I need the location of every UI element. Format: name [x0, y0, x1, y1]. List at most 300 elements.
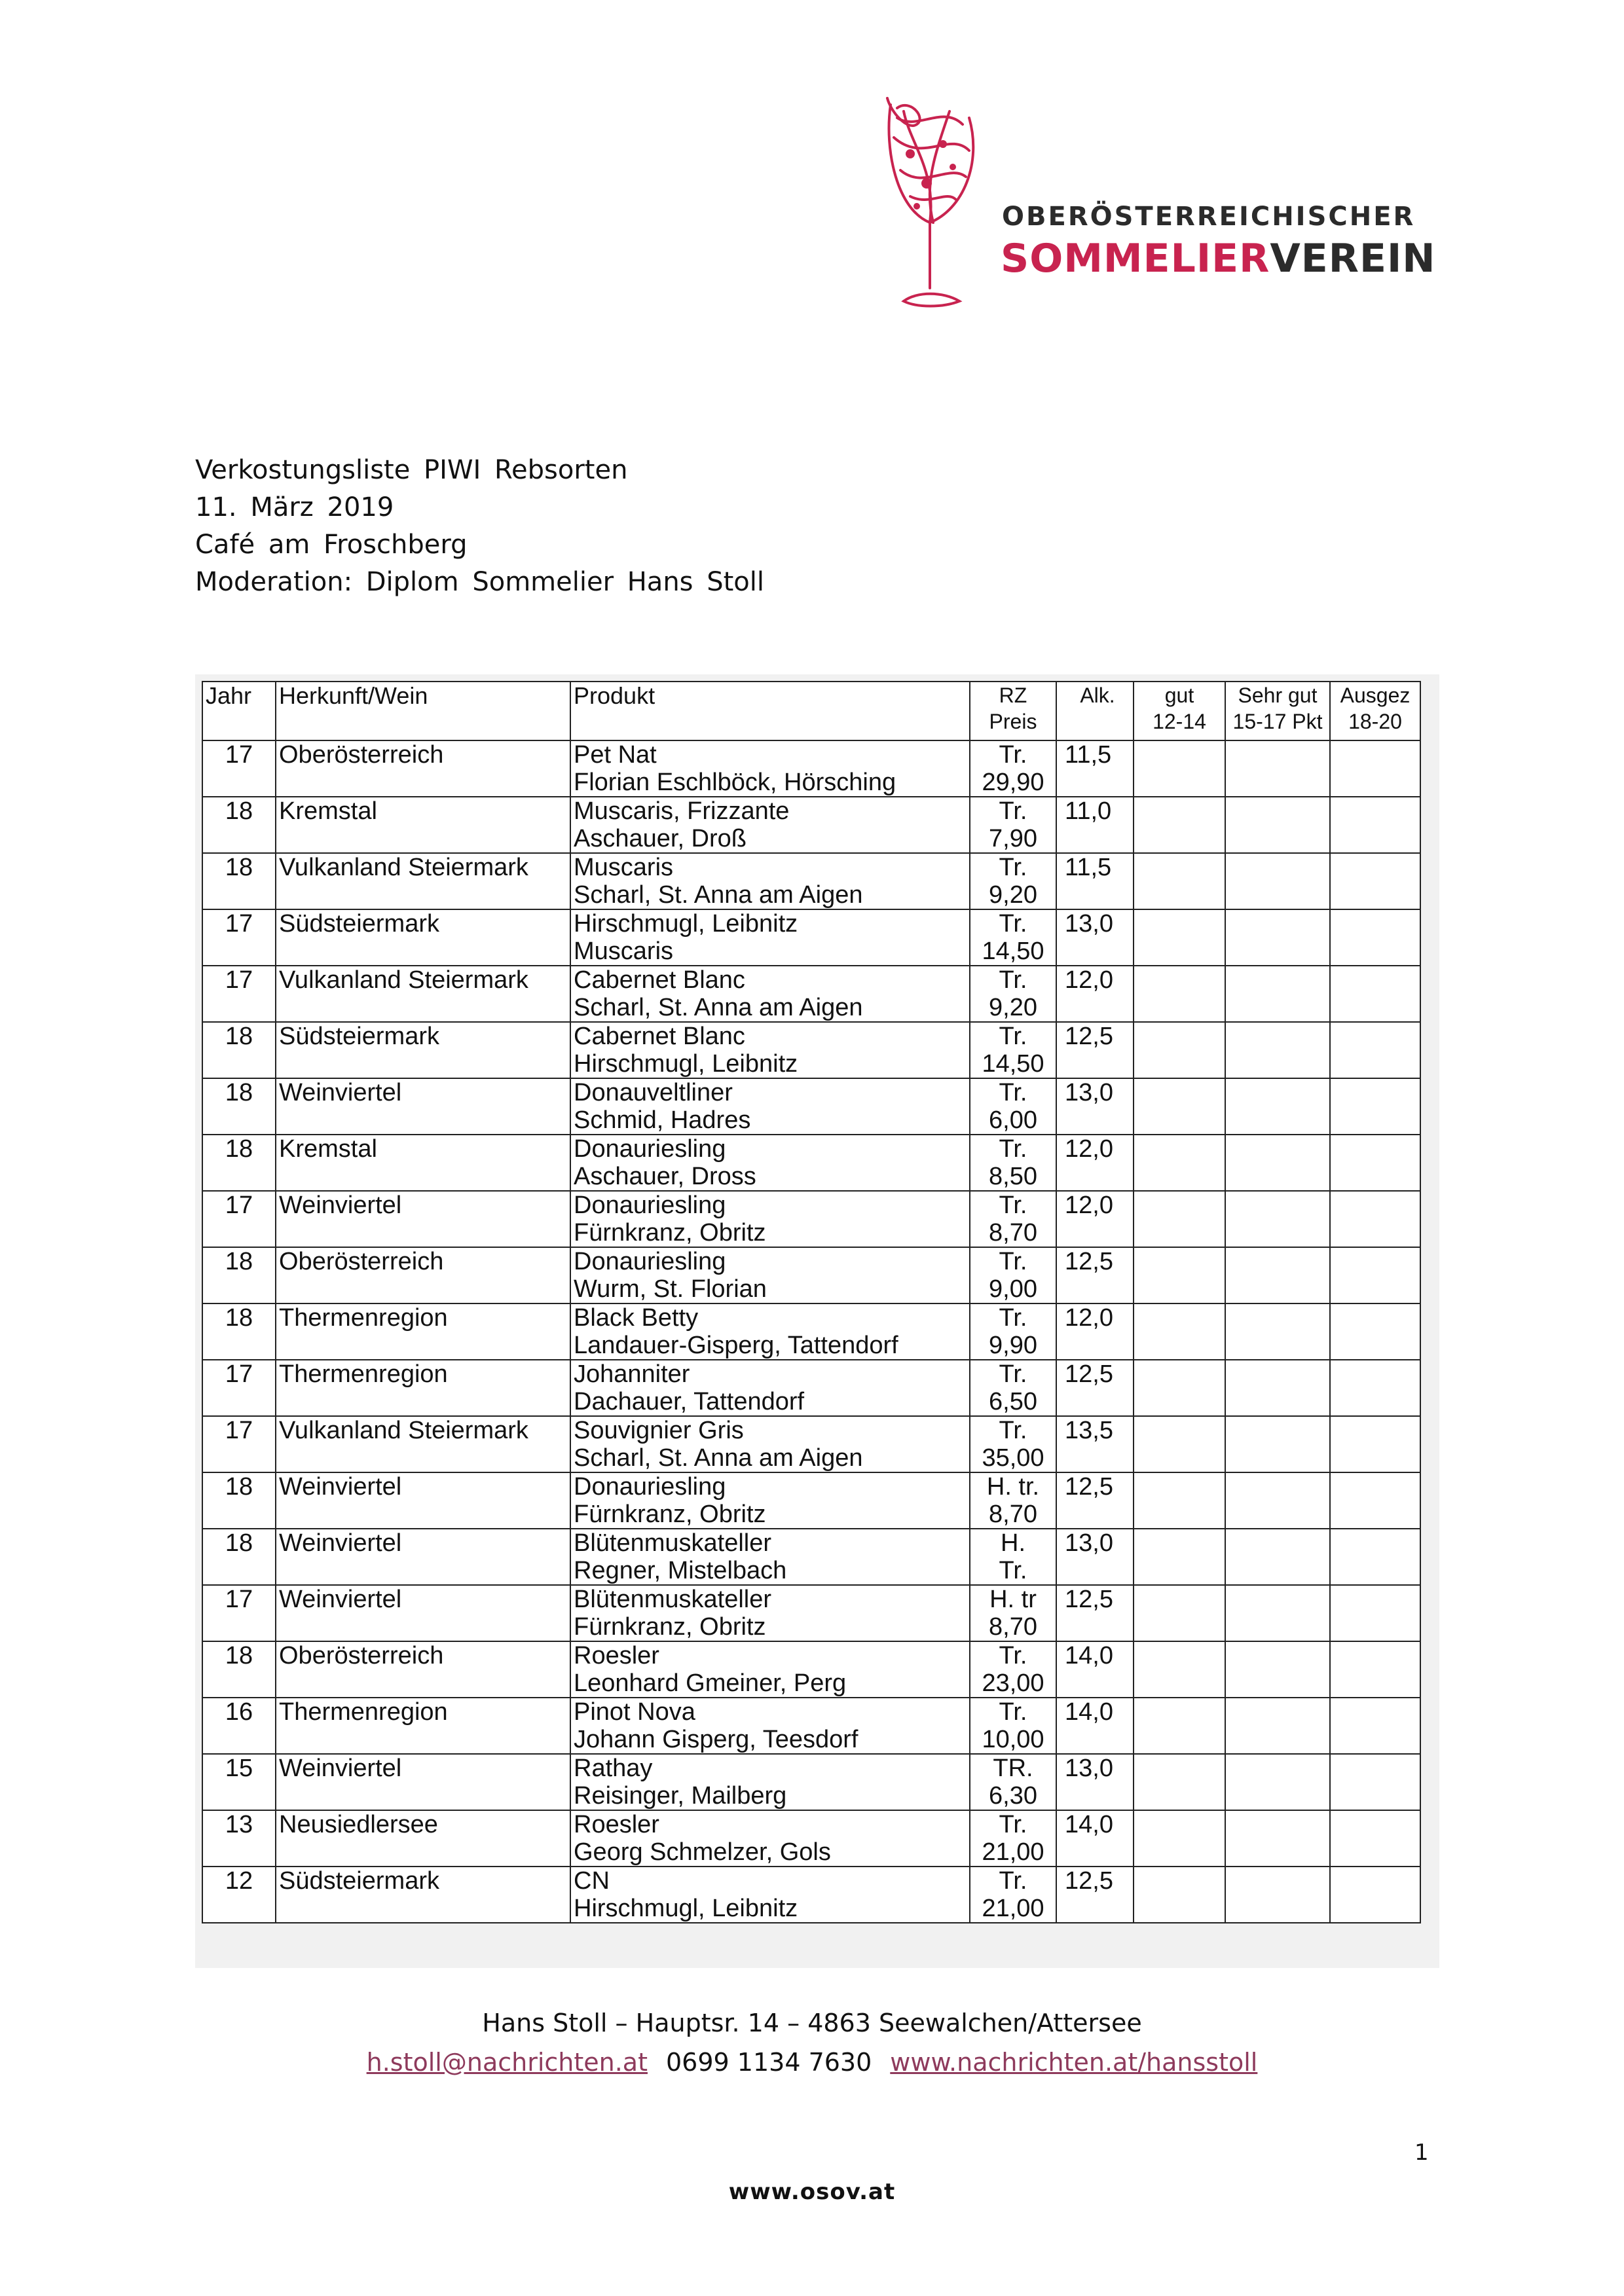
cell-preis: 7,90: [989, 825, 1037, 852]
cell-herkunft: Kremstal: [279, 797, 377, 825]
cell-sehr-gut[interactable]: [1225, 1754, 1330, 1810]
cell-ausgez[interactable]: [1330, 1247, 1420, 1303]
cell-wein: Rathay: [574, 1755, 653, 1782]
cell-rz-preis: [970, 1078, 1056, 1135]
cell-ausgez[interactable]: [1330, 1754, 1420, 1810]
phone-number: 0699 1134 7630: [666, 2048, 872, 2077]
cell-jahr: 17: [225, 1586, 253, 1613]
table-row: [202, 1754, 1420, 1810]
cell-gut[interactable]: [1134, 1078, 1225, 1135]
cell-preis: 10,00: [982, 1726, 1044, 1753]
cell-produkt: [570, 1247, 970, 1303]
cell-ausgez[interactable]: [1330, 1585, 1420, 1641]
cell-herkunft: Thermenregion: [279, 1698, 448, 1726]
cell-produkt: [570, 853, 970, 909]
table-row: [202, 1472, 1420, 1529]
cell-jahr: [202, 909, 276, 966]
cell-sehr-gut[interactable]: [1225, 1529, 1330, 1585]
cell-alk: [1056, 1529, 1134, 1585]
cell-jahr: [202, 1022, 276, 1078]
cell-wein: Donauriesling: [574, 1473, 726, 1501]
cell-alk: 14,0: [1065, 1698, 1113, 1726]
cell-gut[interactable]: [1134, 853, 1225, 909]
cell-herkunft: [276, 740, 570, 797]
cell-herkunft: [276, 1360, 570, 1416]
header-jahr: Jahr: [202, 682, 276, 740]
cell-alk: 12,0: [1065, 1192, 1113, 1219]
cell-sehr-gut[interactable]: [1225, 1022, 1330, 1078]
cell-produkt: [570, 1867, 970, 1923]
header-preis: Preis: [989, 710, 1037, 733]
cell-herkunft: Weinviertel: [279, 1586, 402, 1613]
cell-rz-preis: [970, 1585, 1056, 1641]
header-sehr-gut-label: Sehr gut: [1238, 683, 1318, 707]
cell-sehr-gut[interactable]: [1225, 966, 1330, 1022]
document-moderation: Moderation: Diplom Sommelier Hans Stoll: [195, 567, 764, 597]
cell-rz: Tr.: [999, 1248, 1027, 1275]
cell-rz: Tr.: [999, 1642, 1027, 1669]
cell-rz: Tr.: [999, 797, 1027, 825]
cell-jahr: [202, 797, 276, 853]
cell-sehr-gut[interactable]: [1225, 1867, 1330, 1923]
cell-ausgez[interactable]: [1330, 1360, 1420, 1416]
cell-ausgez[interactable]: [1330, 1810, 1420, 1867]
cell-sehr-gut[interactable]: [1225, 1585, 1330, 1641]
footer-contact-line: [0, 2043, 1624, 2082]
cell-rz-preis: [970, 1360, 1056, 1416]
cell-produkt: [570, 909, 970, 966]
cell-jahr: [202, 853, 276, 909]
cell-sehr-gut[interactable]: [1225, 1472, 1330, 1529]
cell-jahr: 18: [225, 1642, 253, 1669]
cell-rz-preis: [970, 1529, 1056, 1585]
cell-produzent: Fürnkranz, Obritz: [574, 1501, 766, 1528]
cell-produkt: [570, 1303, 970, 1360]
cell-jahr: 13: [225, 1811, 253, 1838]
cell-rz: Tr.: [999, 966, 1027, 994]
cell-sehr-gut[interactable]: [1225, 1247, 1330, 1303]
cell-wein: Black Betty: [574, 1304, 699, 1332]
cell-sehr-gut[interactable]: [1225, 740, 1330, 797]
cell-preis: 6,30: [989, 1782, 1037, 1810]
cell-rz-preis: [970, 1810, 1056, 1867]
cell-produkt: [570, 1529, 970, 1585]
header-ausgez: [1330, 682, 1420, 740]
cell-jahr: 17: [225, 741, 253, 769]
cell-jahr: [202, 1698, 276, 1754]
cell-rz: Tr.: [999, 1304, 1027, 1332]
cell-alk: [1056, 1360, 1134, 1416]
cell-wein: Donauriesling: [574, 1248, 726, 1275]
cell-ausgez[interactable]: [1330, 1867, 1420, 1923]
logo-text-line1: OBERÖSTERREICHISCHER: [1002, 202, 1416, 232]
cell-gut[interactable]: [1134, 1472, 1225, 1529]
table-row: [202, 1022, 1420, 1078]
cell-herkunft: Thermenregion: [279, 1360, 448, 1388]
cell-herkunft: Oberösterreich: [279, 1248, 444, 1275]
cell-gut[interactable]: [1134, 909, 1225, 966]
document-title: Verkostungsliste PIWI Rebsorten: [195, 455, 628, 485]
cell-produzent: Dachauer, Tattendorf: [574, 1388, 805, 1415]
cell-jahr: [202, 1135, 276, 1191]
cell-ausgez[interactable]: [1330, 853, 1420, 909]
cell-produzent: Hirschmugl, Leibnitz: [574, 1050, 798, 1078]
cell-herkunft: [276, 1135, 570, 1191]
cell-alk: 13,0: [1065, 1529, 1113, 1557]
cell-produkt: [570, 1698, 970, 1754]
table-row: [202, 740, 1420, 797]
cell-gut[interactable]: [1134, 1191, 1225, 1247]
cell-ausgez[interactable]: [1330, 1135, 1420, 1191]
cell-rz: TR.: [993, 1755, 1033, 1782]
cell-jahr: [202, 966, 276, 1022]
cell-herkunft: Weinviertel: [279, 1473, 402, 1501]
cell-rz: Tr.: [999, 1417, 1027, 1444]
cell-produkt: [570, 1472, 970, 1529]
cell-alk: 12,5: [1065, 1248, 1113, 1275]
website-link[interactable]: www.nachrichten.at/hansstoll: [890, 2048, 1258, 2077]
cell-produzent: Florian Eschlböck, Hörsching: [574, 769, 896, 796]
table-row: [202, 797, 1420, 853]
cell-ausgez[interactable]: [1330, 797, 1420, 853]
cell-alk: [1056, 909, 1134, 966]
cell-ausgez[interactable]: [1330, 909, 1420, 966]
cell-jahr: 18: [225, 1248, 253, 1275]
cell-sehr-gut[interactable]: [1225, 1641, 1330, 1698]
cell-produzent: Regner, Mistelbach: [574, 1557, 787, 1584]
cell-alk: [1056, 1135, 1134, 1191]
cell-rz: Tr.: [999, 854, 1027, 881]
cell-gut[interactable]: [1134, 1360, 1225, 1416]
cell-wein: Cabernet Blanc: [574, 966, 745, 994]
cell-jahr: 15: [225, 1755, 253, 1782]
logo-text-line2: [1001, 236, 1436, 282]
cell-preis: 23,00: [982, 1669, 1044, 1697]
cell-gut[interactable]: [1134, 1867, 1225, 1923]
cell-jahr: [202, 1810, 276, 1867]
cell-herkunft: [276, 1078, 570, 1135]
cell-ausgez[interactable]: [1330, 1078, 1420, 1135]
table-row: [202, 1416, 1420, 1472]
cell-alk: 14,0: [1065, 1642, 1113, 1669]
cell-rz-preis: [970, 1022, 1056, 1078]
cell-produkt: [570, 1022, 970, 1078]
cell-rz-preis: [970, 1472, 1056, 1529]
cell-produzent: Hirschmugl, Leibnitz: [574, 1895, 798, 1922]
cell-jahr: 18: [225, 1135, 253, 1163]
cell-alk: 12,5: [1065, 1023, 1113, 1050]
cell-gut[interactable]: [1134, 1529, 1225, 1585]
cell-wein: Souvignier Gris: [574, 1417, 744, 1444]
cell-preis: 21,00: [982, 1895, 1044, 1922]
wine-glass-icon: [871, 92, 989, 314]
header-ausgez-label: Ausgez: [1340, 683, 1411, 707]
cell-rz: Tr.: [999, 1079, 1027, 1106]
cell-rz: Tr.: [999, 1698, 1027, 1726]
cell-sehr-gut[interactable]: [1225, 1078, 1330, 1135]
cell-herkunft: [276, 1529, 570, 1585]
cell-herkunft: Weinviertel: [279, 1079, 402, 1106]
cell-produkt: [570, 1078, 970, 1135]
table-header-row: [202, 682, 1420, 740]
cell-wein: Donauveltliner: [574, 1079, 733, 1106]
cell-jahr: 18: [225, 1473, 253, 1501]
cell-herkunft: [276, 966, 570, 1022]
cell-alk: [1056, 1022, 1134, 1078]
cell-sehr-gut[interactable]: [1225, 1698, 1330, 1754]
cell-wein: Cabernet Blanc: [574, 1023, 745, 1050]
cell-wein: Muscaris: [574, 854, 674, 881]
cell-jahr: 18: [225, 854, 253, 881]
cell-preis: 6,50: [989, 1388, 1037, 1415]
document-venue: Café am Froschberg: [195, 530, 468, 560]
cell-herkunft: Weinviertel: [279, 1529, 402, 1557]
cell-produkt: [570, 740, 970, 797]
header-ausgez-range: 18-20: [1348, 710, 1402, 733]
cell-ausgez[interactable]: [1330, 1641, 1420, 1698]
cell-preis: 8,70: [989, 1219, 1037, 1247]
cell-sehr-gut[interactable]: [1225, 1810, 1330, 1867]
cell-rz: Tr.: [999, 1360, 1027, 1388]
table-row: [202, 966, 1420, 1022]
cell-produkt: [570, 966, 970, 1022]
cell-herkunft: Vulkanland Steiermark: [279, 854, 528, 881]
table-row: [202, 1191, 1420, 1247]
cell-alk: [1056, 1416, 1134, 1472]
cell-alk: 12,0: [1065, 1304, 1113, 1332]
cell-alk: 12,0: [1065, 966, 1113, 994]
cell-rz-preis: [970, 853, 1056, 909]
cell-alk: 11,0: [1065, 797, 1112, 825]
cell-rz-preis: [970, 1416, 1056, 1472]
cell-herkunft: Weinviertel: [279, 1192, 402, 1219]
cell-produzent: Scharl, St. Anna am Aigen: [574, 881, 863, 909]
cell-alk: [1056, 1698, 1134, 1754]
cell-produzent: Aschauer, Dross: [574, 1163, 756, 1190]
header-sehr-gut: [1225, 682, 1330, 740]
cell-produzent: Landauer-Gisperg, Tattendorf: [574, 1332, 898, 1359]
cell-produzent: Reisinger, Mailberg: [574, 1782, 787, 1810]
cell-jahr: [202, 1416, 276, 1472]
cell-ausgez[interactable]: [1330, 1022, 1420, 1078]
cell-alk: [1056, 797, 1134, 853]
cell-herkunft: [276, 1303, 570, 1360]
header-gut-label: gut: [1164, 683, 1194, 707]
cell-gut[interactable]: [1134, 740, 1225, 797]
cell-ausgez[interactable]: [1330, 966, 1420, 1022]
cell-preis: Tr.: [999, 1557, 1027, 1584]
cell-rz: Tr.: [999, 1135, 1027, 1163]
cell-herkunft: Kremstal: [279, 1135, 377, 1163]
header-gut-range: 12-14: [1153, 710, 1206, 733]
cell-alk: 13,5: [1065, 1417, 1113, 1444]
document-heading: [195, 452, 764, 601]
cell-produkt: [570, 1191, 970, 1247]
cell-sehr-gut[interactable]: [1225, 853, 1330, 909]
cell-jahr: 18: [225, 1529, 253, 1557]
table-body: [202, 740, 1420, 1923]
cell-jahr: 18: [225, 1023, 253, 1050]
table-row: [202, 1247, 1420, 1303]
table-row: [202, 909, 1420, 966]
cell-sehr-gut[interactable]: [1225, 1191, 1330, 1247]
cell-wein: CN: [574, 1867, 610, 1895]
cell-herkunft: [276, 853, 570, 909]
cell-ausgez[interactable]: [1330, 1529, 1420, 1585]
cell-preis: 29,90: [982, 769, 1044, 796]
cell-ausgez[interactable]: [1330, 1472, 1420, 1529]
cell-gut[interactable]: [1134, 1810, 1225, 1867]
cell-herkunft: Oberösterreich: [279, 1642, 444, 1669]
header-alk: Alk.: [1056, 682, 1134, 740]
cell-herkunft: [276, 1585, 570, 1641]
cell-jahr: [202, 1247, 276, 1303]
cell-rz: Tr.: [999, 1811, 1027, 1838]
cell-rz-preis: [970, 1867, 1056, 1923]
cell-herkunft: Weinviertel: [279, 1755, 402, 1782]
cell-jahr: 18: [225, 1304, 253, 1332]
cell-jahr: [202, 1191, 276, 1247]
cell-rz: H.: [1001, 1529, 1025, 1557]
email-link[interactable]: h.stoll@nachrichten.at: [366, 2048, 648, 2077]
table-row: [202, 1585, 1420, 1641]
cell-alk: 13,0: [1065, 910, 1113, 938]
cell-ausgez[interactable]: [1330, 1303, 1420, 1360]
cell-produzent: Leonhard Gmeiner, Perg: [574, 1669, 847, 1697]
cell-herkunft: [276, 1191, 570, 1247]
cell-herkunft: Südsteiermark: [279, 1867, 439, 1895]
cell-produkt: [570, 1641, 970, 1698]
cell-produzent: Wurm, St. Florian: [574, 1275, 767, 1303]
cell-gut[interactable]: [1134, 1585, 1225, 1641]
header-produkt: Produkt: [570, 682, 970, 740]
cell-gut[interactable]: [1134, 1416, 1225, 1472]
cell-herkunft: [276, 1641, 570, 1698]
cell-alk: 12,5: [1065, 1360, 1113, 1388]
sommelierverein-logo: [871, 92, 1460, 327]
cell-rz: H. tr: [989, 1586, 1037, 1613]
cell-wein: Blütenmuskateller: [574, 1586, 772, 1613]
cell-gut[interactable]: [1134, 797, 1225, 853]
cell-rz: Tr.: [999, 741, 1027, 769]
table-row: [202, 1529, 1420, 1585]
cell-sehr-gut[interactable]: [1225, 797, 1330, 853]
cell-jahr: [202, 1360, 276, 1416]
header-sehr-gut-range: 15-17 Pkt: [1232, 710, 1323, 733]
cell-sehr-gut[interactable]: [1225, 1303, 1330, 1360]
cell-rz-preis: [970, 1303, 1056, 1360]
cell-rz-preis: [970, 1135, 1056, 1191]
cell-gut[interactable]: [1134, 1303, 1225, 1360]
table-row: [202, 1698, 1420, 1754]
cell-sehr-gut[interactable]: [1225, 909, 1330, 966]
cell-herkunft: Oberösterreich: [279, 741, 444, 769]
cell-ausgez[interactable]: [1330, 1191, 1420, 1247]
footer-address: Hans Stoll – Hauptsr. 14 – 4863 Seewalchen/Attersee: [482, 2009, 1142, 2037]
cell-alk: [1056, 1078, 1134, 1135]
cell-alk: [1056, 1191, 1134, 1247]
logo-text-verein: VEREIN: [1270, 236, 1436, 282]
cell-rz: Tr.: [999, 1867, 1027, 1895]
cell-rz-preis: [970, 966, 1056, 1022]
cell-jahr: 17: [225, 1417, 253, 1444]
cell-alk: [1056, 1247, 1134, 1303]
cell-jahr: [202, 1754, 276, 1810]
cell-ausgez[interactable]: [1330, 1698, 1420, 1754]
cell-gut[interactable]: [1134, 1698, 1225, 1754]
cell-jahr: [202, 1472, 276, 1529]
cell-preis: 9,00: [989, 1275, 1037, 1303]
cell-rz-preis: [970, 797, 1056, 853]
tasting-table: [202, 681, 1421, 1923]
cell-rz-preis: [970, 1641, 1056, 1698]
cell-rz-preis: [970, 1754, 1056, 1810]
cell-alk: 11,5: [1065, 741, 1112, 769]
logo-text-sommelier: SOMMELIER: [1001, 236, 1270, 282]
cell-preis: 9,20: [989, 994, 1037, 1021]
cell-gut[interactable]: [1134, 966, 1225, 1022]
table-row: [202, 853, 1420, 909]
cell-produzent: Scharl, St. Anna am Aigen: [574, 994, 863, 1021]
cell-preis: 14,50: [982, 938, 1044, 965]
cell-wein: Pinot Nova: [574, 1698, 695, 1726]
cell-alk: [1056, 1810, 1134, 1867]
cell-herkunft: [276, 1416, 570, 1472]
cell-ausgez[interactable]: [1330, 740, 1420, 797]
cell-ausgez[interactable]: [1330, 1416, 1420, 1472]
cell-preis: 9,90: [989, 1332, 1037, 1359]
cell-wein: Donauriesling: [574, 1192, 726, 1219]
cell-gut[interactable]: [1134, 1135, 1225, 1191]
cell-jahr: 18: [225, 1079, 253, 1106]
cell-preis: 9,20: [989, 881, 1037, 909]
cell-rz-preis: [970, 1698, 1056, 1754]
cell-gut[interactable]: [1134, 1641, 1225, 1698]
cell-produzent: Aschauer, Droß: [574, 825, 747, 852]
cell-alk: [1056, 1585, 1134, 1641]
cell-herkunft: Vulkanland Steiermark: [279, 1417, 528, 1444]
cell-jahr: [202, 1303, 276, 1360]
table-row: [202, 1867, 1420, 1923]
cell-alk: 13,0: [1065, 1755, 1113, 1782]
cell-alk: [1056, 1303, 1134, 1360]
cell-gut[interactable]: [1134, 1754, 1225, 1810]
cell-jahr: [202, 1641, 276, 1698]
cell-gut[interactable]: [1134, 1022, 1225, 1078]
cell-produzent: Georg Schmelzer, Gols: [574, 1838, 831, 1866]
cell-jahr: [202, 740, 276, 797]
cell-produzent: Scharl, St. Anna am Aigen: [574, 1444, 863, 1472]
cell-sehr-gut[interactable]: [1225, 1135, 1330, 1191]
cell-rz: Tr.: [999, 1192, 1027, 1219]
cell-alk: [1056, 1641, 1134, 1698]
cell-sehr-gut[interactable]: [1225, 1416, 1330, 1472]
cell-rz-preis: [970, 740, 1056, 797]
cell-alk: 12,5: [1065, 1586, 1113, 1613]
footer-contact: [0, 2003, 1624, 2082]
cell-alk: 12,5: [1065, 1473, 1113, 1501]
cell-produkt: [570, 1754, 970, 1810]
cell-jahr: 16: [225, 1698, 253, 1726]
table-row: [202, 1810, 1420, 1867]
cell-jahr: 12: [225, 1867, 253, 1895]
cell-herkunft: [276, 1810, 570, 1867]
cell-gut[interactable]: [1134, 1247, 1225, 1303]
cell-wein: Roesler: [574, 1642, 659, 1669]
cell-jahr: 17: [225, 910, 253, 938]
cell-produzent: Johann Gisperg, Teesdorf: [574, 1726, 858, 1753]
cell-sehr-gut[interactable]: [1225, 1360, 1330, 1416]
